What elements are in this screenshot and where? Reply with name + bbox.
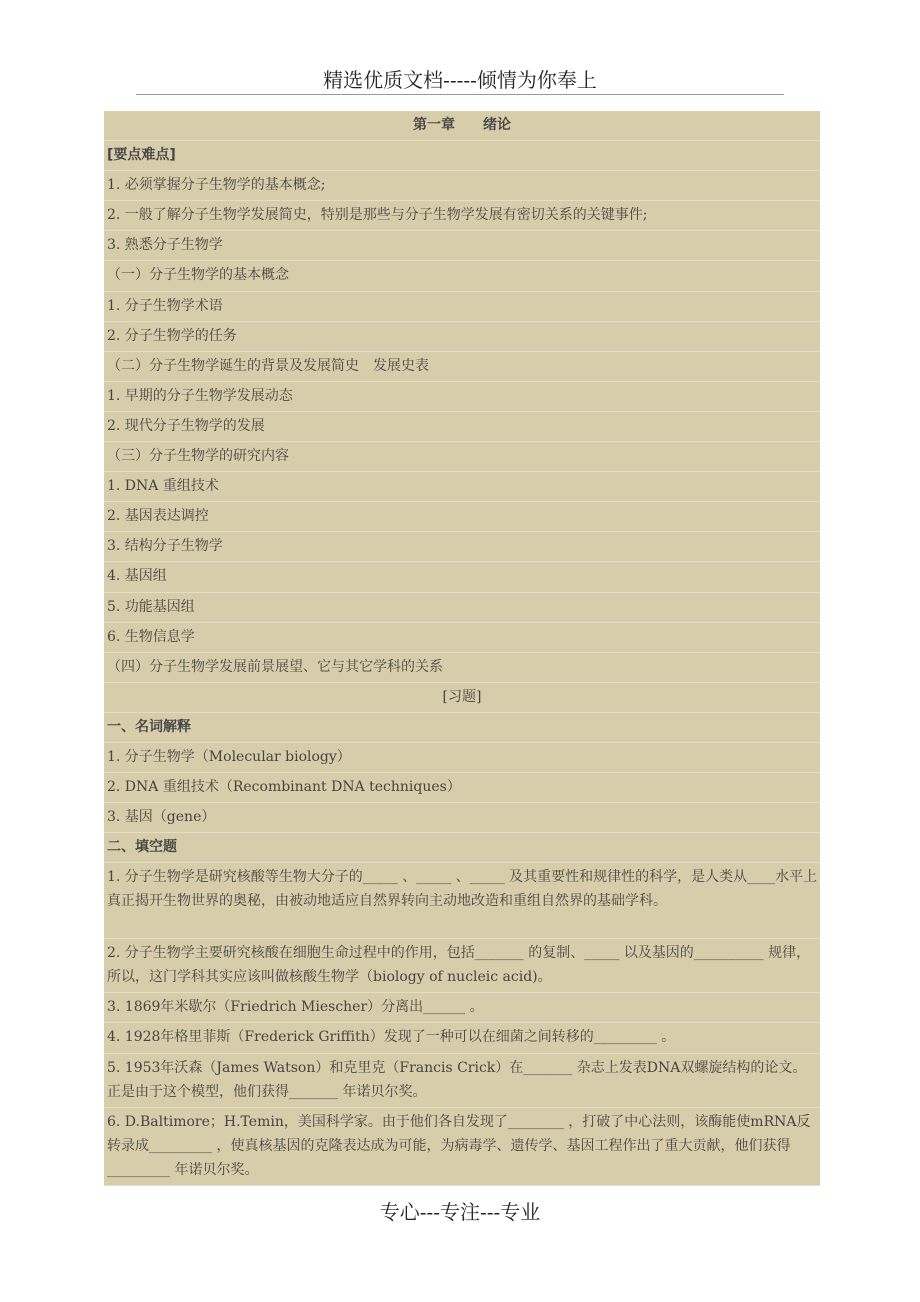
- content-row: [习题]: [104, 683, 820, 713]
- content-row: 1. 早期的分子生物学发展动态: [104, 382, 820, 412]
- content-row: 2. 现代分子生物学的发展: [104, 412, 820, 442]
- content-row: 3. 1869年米歇尔（Friedrich Miescher）分离出______ 。: [104, 993, 820, 1023]
- content-row: 1. 必须掌握分子生物学的基本概念;: [104, 171, 820, 201]
- content-row: 2. 分子生物学主要研究核酸在细胞生命过程中的作用，包括_______ 的复制、_____ 以及基因的__________ 规律，所以，这门学科其实应该叫做核酸生物学（biology of nucleic acid)。: [104, 939, 820, 993]
- content-row: 2. 分子生物学的任务: [104, 322, 820, 352]
- content-row: 6. D.Baltimore；H.Temin，美国科学家。由于他们各自发现了________ ，打破了中心法则，该酶能使mRNA反转录成_________ ，使真核基因的克隆表达成为可能，为病毒学、遗传学、基因工程作出了重大贡献，他们获得_________ 年诺贝尔奖。: [104, 1108, 820, 1186]
- chapter-content: [104, 111, 820, 1186]
- content-row: 1. 分子生物学是研究核酸等生物大分子的_____ 、_____ 、_____ 及其重要性和规律性的科学，是人类从____水平上真正揭开生物世界的奥秘，由被动地适应自然界转向主动地改造和重组自然界的基础学科。: [104, 863, 820, 939]
- content-row: 5. 1953年沃森（James Watson）和克里克（Francis Crick）在_______ 杂志上发表DNA双螺旋结构的论文。正是由于这个模型，他们获得_______ 年诺贝尔奖。: [104, 1054, 820, 1108]
- content-row: 4. 1928年格里菲斯（Frederick Griffith）发现了一种可以在细菌之间转移的_________ 。: [104, 1023, 820, 1053]
- content-row: 2. 一般了解分子生物学发展简史，特别是那些与分子生物学发展有密切关系的关键事件;: [104, 201, 820, 231]
- content-row: 一、名词解释: [104, 713, 820, 743]
- content-row: 3. 结构分子生物学: [104, 532, 820, 562]
- content-row: 1. 分子生物学术语: [104, 292, 820, 322]
- content-row: 3. 熟悉分子生物学: [104, 231, 820, 261]
- content-row: （四）分子生物学发展前景展望、它与其它学科的关系: [104, 653, 820, 683]
- page-header: 精选优质文档-----倾情为你奉上: [323, 68, 597, 92]
- content-row: 6. 生物信息学: [104, 623, 820, 653]
- content-row: 二、填空题: [104, 833, 820, 863]
- content-row: （一）分子生物学的基本概念: [104, 261, 820, 291]
- content-row: （二）分子生物学诞生的背景及发展简史 发展史表: [104, 352, 820, 382]
- page-footer: 专心---专注---专业: [379, 1200, 541, 1224]
- content-row: [要点难点]: [104, 141, 820, 171]
- header-divider: [136, 94, 784, 95]
- content-row: 2. DNA 重组技术（Recombinant DNA techniques）: [104, 773, 820, 803]
- content-row: （三）分子生物学的研究内容: [104, 442, 820, 472]
- content-row: 1. DNA 重组技术: [104, 472, 820, 502]
- content-row: 3. 基因（gene）: [104, 803, 820, 833]
- content-row: 第一章 绪论: [104, 111, 820, 141]
- content-row: 2. 基因表达调控: [104, 502, 820, 532]
- content-row: 4. 基因组: [104, 562, 820, 592]
- content-row: 5. 功能基因组: [104, 593, 820, 623]
- content-row: 1. 分子生物学（Molecular biology）: [104, 743, 820, 773]
